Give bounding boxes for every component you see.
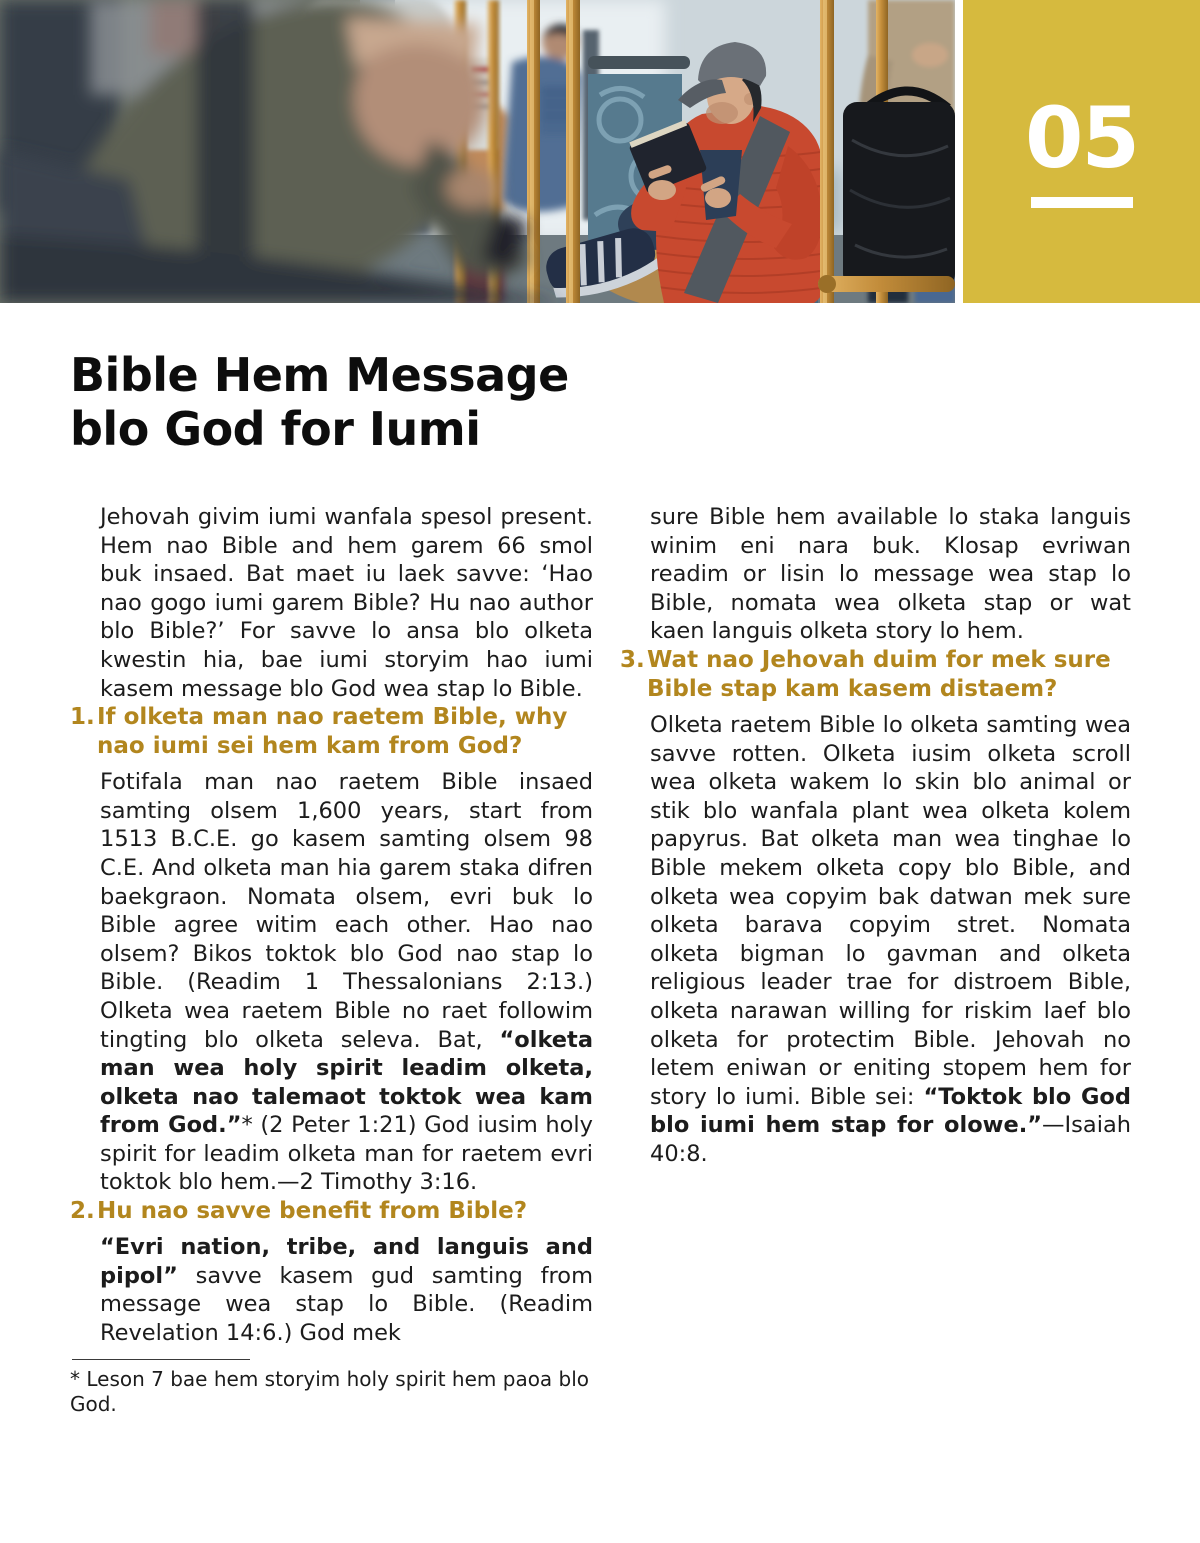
- question-3-number: 3.: [620, 646, 645, 673]
- text-segment: “Evri nation, tribe, and languis and pipol”: [100, 1234, 593, 1289]
- paragraph-2: [100, 1233, 593, 1347]
- text-segment: Olketa raetem Bible lo olketa samting wea savve rotten. Olketa iusim olketa scroll wea olketa wakem lo skin blo animal or stik blo wanfala plant wea olketa kolem papyrus. Bat olketa man wea tinghae lo Bible mekem olketa copy blo Bible, and olketa wea copyim bak datwan mek sure olketa barava copyim stret. Nomata olketa bigman lo gavman and olketa religious leader trae for distroem Bible, olketa narawan willing for riskim laef blo olketa for protectim Bible. Jehovah no letem eniwan or eniting stopem hem for story lo iumi. Bible sei:: [650, 711, 1131, 1110]
- text-segment: “Toktok blo God blo iumi hem stap for olowe.”: [650, 1083, 1131, 1139]
- text-segment: savve kasem gud samting from message wea stap lo Bible. (Readim Revelation 14:6.) God mek: [100, 1262, 593, 1346]
- text-segment: —Isaiah 40:8.: [650, 1112, 1131, 1167]
- question-3-heading: [620, 646, 1131, 704]
- paragraph-2-continued: [650, 503, 1131, 646]
- footnote-marker: *: [70, 1367, 87, 1392]
- question-2-heading: [70, 1197, 593, 1226]
- text-segment: “olketa man wea holy spirit leadim olketa, olketa nao talemaot toktok wea kam from God.”: [100, 1026, 593, 1139]
- left-column: [70, 503, 593, 1417]
- footnote-text: Leson 7 bae hem storyim holy spirit hem paoa blo God.: [70, 1367, 590, 1417]
- question-3-text: Wat nao Jehovah duim for mek sure Bible stap kam kasem distaem?: [647, 646, 1111, 702]
- question-1-heading: [70, 703, 593, 761]
- text-segment: * (2 Peter 1:21) God iusim holy spirit for leadim olketa man for raetem evri toktok blo hem.—2 Timothy 3:16.: [100, 1112, 593, 1196]
- lesson-number-underline: [1031, 197, 1133, 208]
- paragraph-3: [650, 711, 1131, 1169]
- bus-photo-illustration: [0, 0, 955, 303]
- lesson-number-panel: [963, 0, 1200, 303]
- text-segment: sure Bible hem available lo staka languis winim eni nara buk. Klosap evriwan readim or lisin lo message wea stap lo Bible, nomata wea olketa stap or wat kaen languis olketa story lo hem.: [650, 504, 1131, 645]
- page-title: [70, 348, 569, 457]
- intro-paragraph: Jehovah givim iumi wanfala spesol present. Hem nao Bible and hem garem 66 smol buk insaed. Bat maet iu laek savve: ‘Hao nao gogo iumi garem Bible? Hu nao author blo Bible?’ For savve lo ansa blo olketa kwestin hia, bae iumi storyim hao iumi kasem message blo God wea stap lo Bible.: [100, 504, 593, 702]
- question-1-number: 1.: [70, 704, 95, 731]
- page-title-line2: blo God for Iumi: [70, 402, 481, 457]
- text-segment: Fotifala man nao raetem Bible insaed samting olsem 1,600 years, start from 1513 B.C.E. go kasem samting olsem 98 C.E. And olketa man hia garem staka difren baekgraon. Nomata olsem, evri buk lo Bible agree witim each other. Hao nao olsem? Bikos toktok blo God nao stap lo Bible. (Readim 1 Thessalonians 2:13.) Olketa wea raetem Bible no raet followim tingting blo olketa seleva. Bat,: [100, 769, 593, 1053]
- question-1-text: If olketa man nao raetem Bible, why nao iumi sei hem kam from God?: [97, 704, 568, 760]
- question-2-number: 2.: [70, 1198, 95, 1225]
- paragraph-1: [100, 768, 593, 1197]
- footnote: [70, 1367, 593, 1417]
- page-title-line1: Bible Hem Message: [70, 348, 569, 402]
- question-2-text: Hu nao savve benefit from Bible?: [97, 1198, 528, 1225]
- footnote-divider: [72, 1359, 250, 1360]
- lesson-number: 05: [1025, 88, 1138, 187]
- bus-photo: [0, 0, 955, 303]
- right-column: [620, 503, 1131, 1168]
